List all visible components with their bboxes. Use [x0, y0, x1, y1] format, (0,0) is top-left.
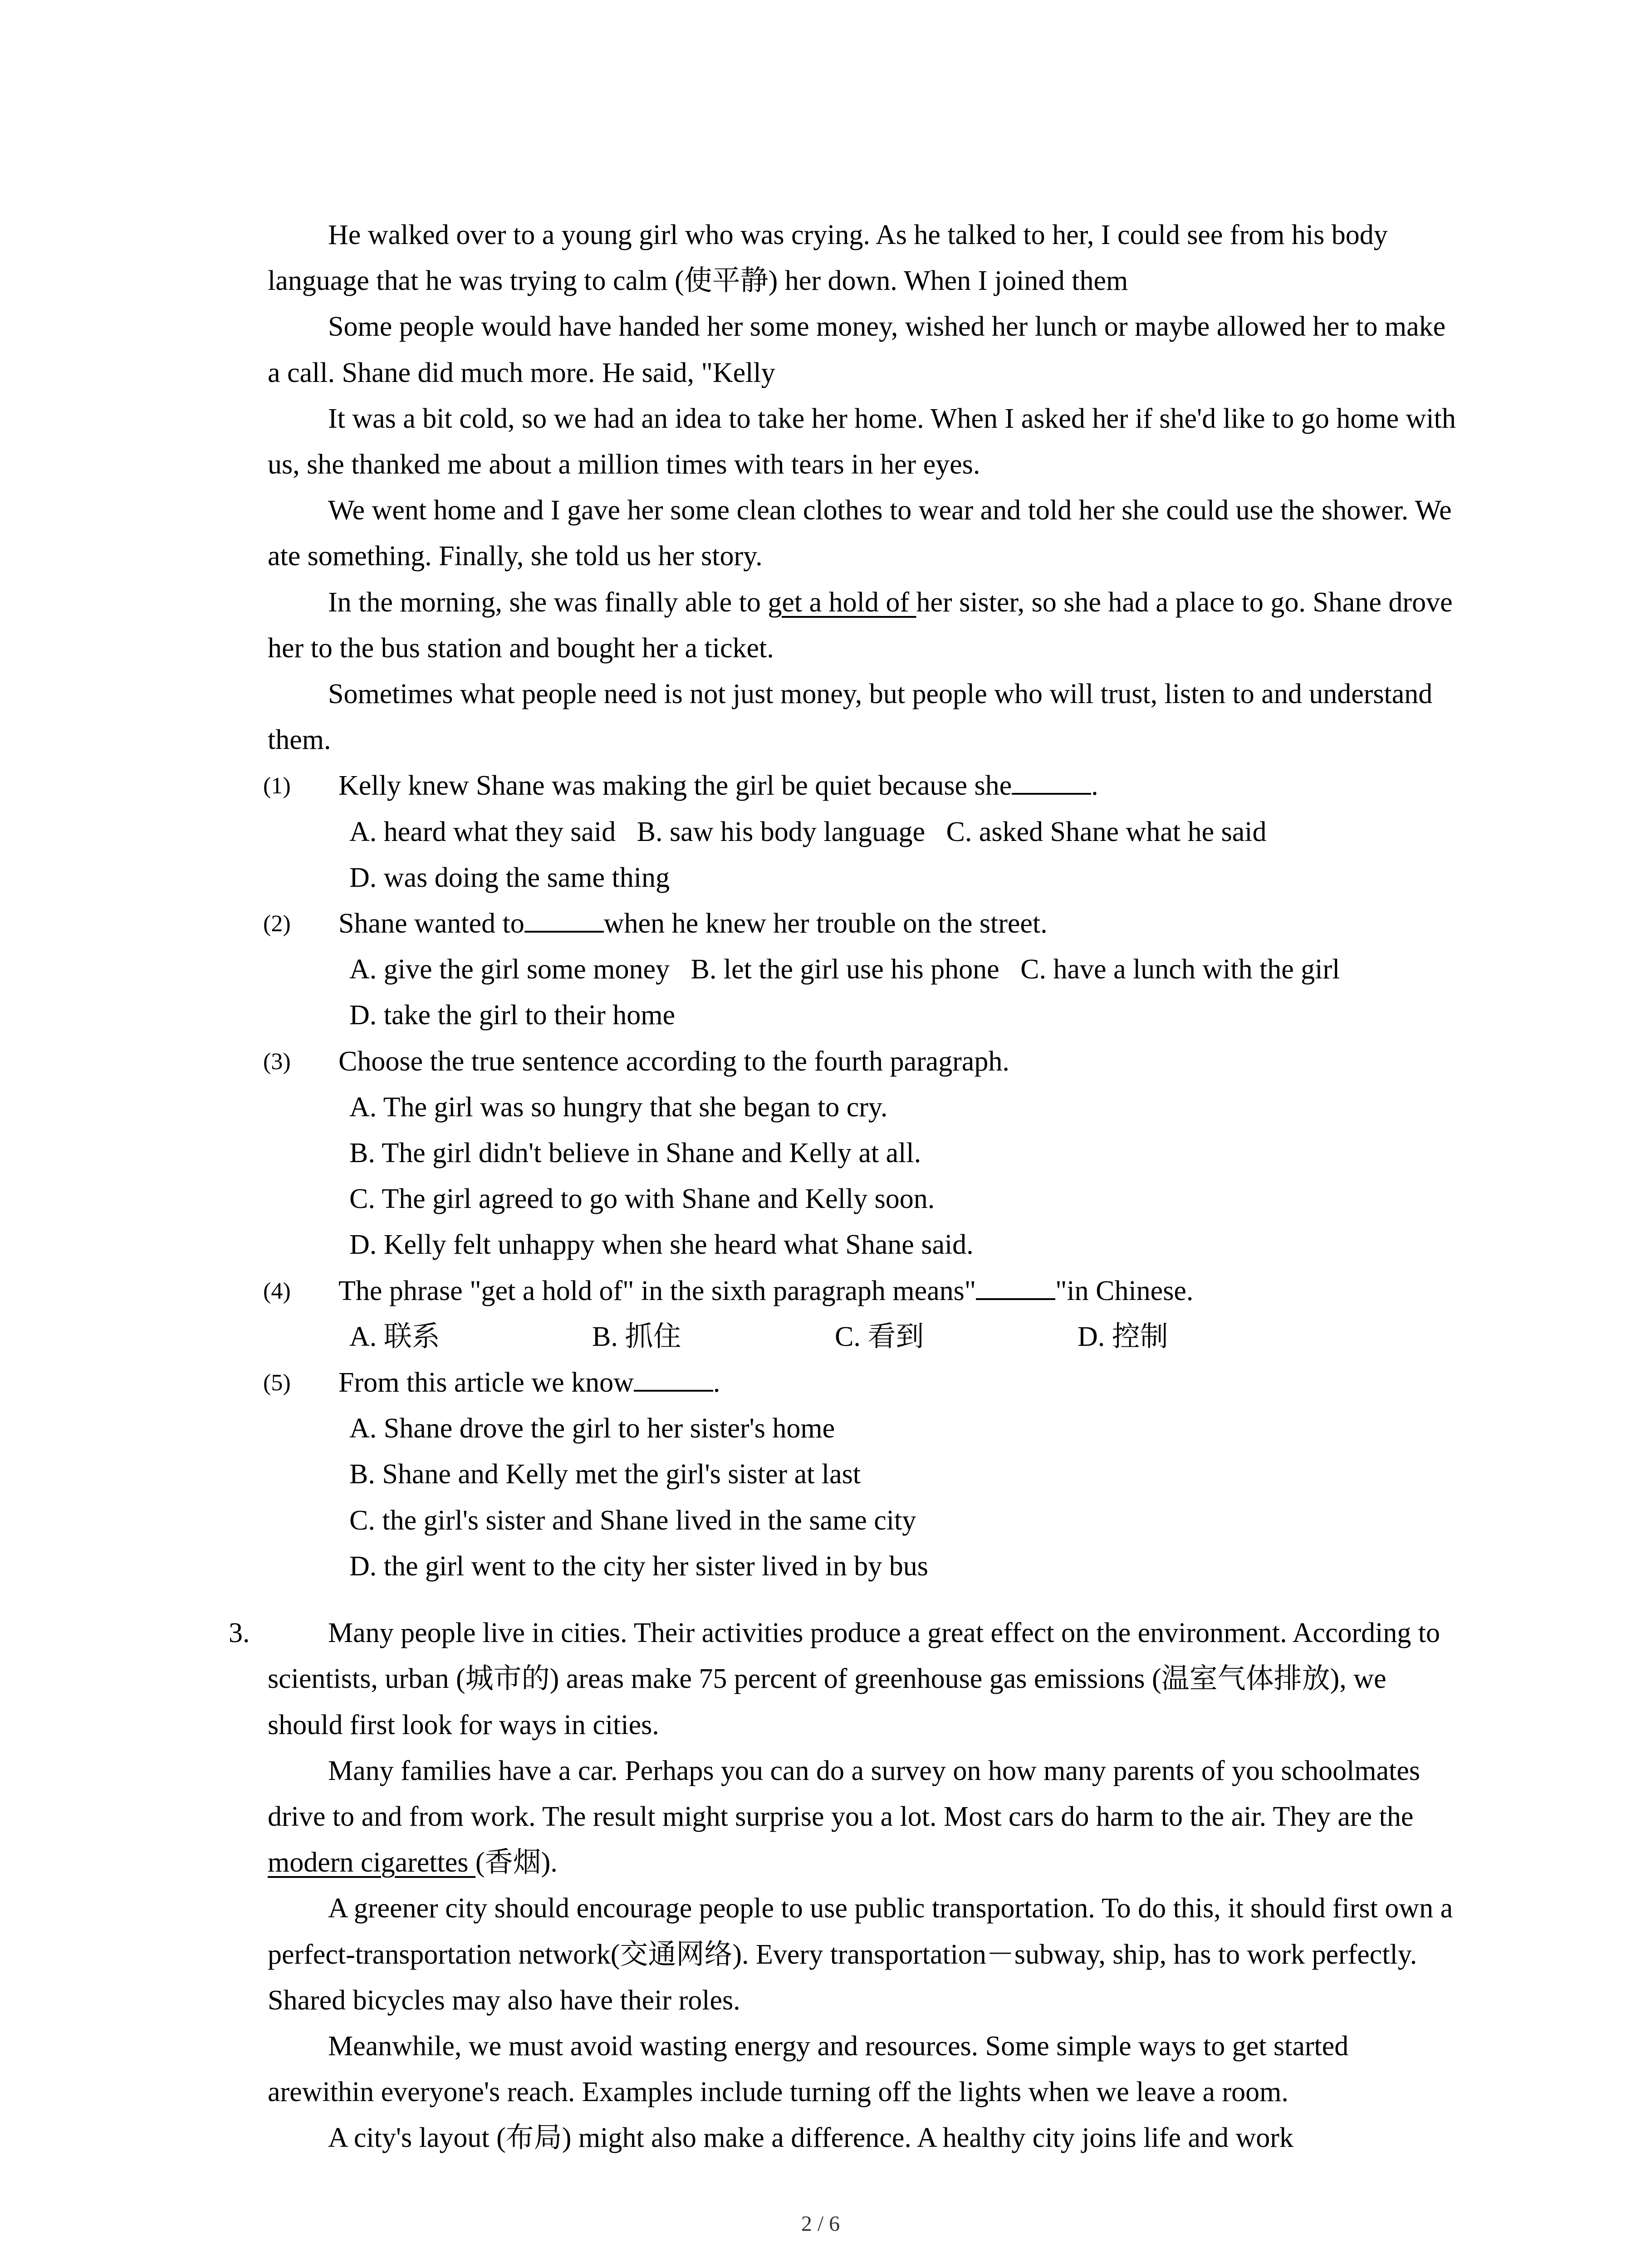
question-stem-end: when he knew her trouble on the street. — [603, 908, 1048, 939]
option-d: D. take the girl to their home — [349, 1000, 675, 1031]
answer-blank — [976, 1273, 1055, 1300]
passage3-paragraph-2 — [268, 1748, 1456, 1886]
option-b: B. The girl didn't believe in Shane and Kelly at all. — [349, 1138, 921, 1169]
option-d: D. the girl went to the city her sister lived in by bus — [349, 1550, 928, 1582]
question-4-options — [268, 1314, 1456, 1360]
question-stem-end: . — [713, 1367, 720, 1398]
p5-text-before: In the morning, she was finally able to — [328, 587, 768, 618]
question-stem: Shane wanted to — [338, 908, 524, 939]
question-4 — [263, 1268, 1456, 1314]
question-stem-end: "in Chinese. — [1055, 1275, 1194, 1306]
question-stem: Kelly knew Shane was making the girl be quiet because she — [338, 770, 1012, 802]
question-5 — [263, 1360, 1456, 1406]
option-b: B. Shane and Kelly met the girl's sister at last — [349, 1459, 861, 1490]
passage3-paragraph-4: Meanwhile, we must avoid wasting energy and resources. Some simple ways to get started arewithin everyone's reach. Examples include turning off the lights when we leave a room. — [268, 2030, 1349, 2108]
page-content — [229, 212, 1456, 2161]
question-2-options — [268, 947, 1456, 992]
question-stem: The phrase "get a hold of" in the sixth paragraph means" — [338, 1275, 976, 1306]
p2-text-before: Many families have a car. Perhaps you can do a survey on how many parents of you schoolmates drive to and from work. The result might surprise you a lot. Most cars do harm to the air. They are the — [268, 1755, 1421, 1832]
option-c: C. have a lunch with the girl — [1020, 954, 1340, 985]
passage3-paragraph-3: A greener city should encourage people to use public transportation. To do this, it should first own a perfect-transportation network(交通网络). Every transportation－subway, ship, has to work perfectly. Shared bicycles may also have their roles. — [268, 1893, 1453, 2016]
question-2 — [263, 901, 1456, 947]
question-number: (1) — [263, 773, 291, 799]
question-1-options — [268, 809, 1456, 855]
question-stem: From this article we know — [338, 1367, 634, 1398]
option-a: A. heard what they said — [349, 816, 616, 847]
option-a: A. 联系 — [349, 1321, 440, 1352]
question-1 — [263, 763, 1456, 809]
passage2-paragraph-2: Some people would have handed her some money, wished her lunch or maybe allowed her to make a call. Shane did much more. He said, "Kelly — [268, 311, 1446, 388]
option-c: C. The girl agreed to go with Shane and Kelly soon. — [349, 1183, 935, 1215]
option-c: C. the girl's sister and Shane lived in the same city — [349, 1505, 916, 1536]
option-d: D. Kelly felt unhappy when she heard what Shane said. — [349, 1229, 974, 1261]
p5-text-after: her sister, so she had a place to go. Shane drove her to the bus station and bought her a ticket. — [268, 587, 1453, 664]
passage2-paragraph-5 — [268, 580, 1456, 671]
passage-3 — [229, 1610, 1456, 2161]
passage2-paragraph-4: We went home and I gave her some clean clothes to wear and told her she could use the shower. We ate something. Finally, she told us her story. — [268, 495, 1452, 572]
option-a: A. The girl was so hungry that she began to cry. — [349, 1091, 888, 1123]
answer-blank — [1012, 767, 1091, 795]
passage-number: 3. — [229, 1618, 250, 1649]
option-a: A. give the girl some money — [349, 954, 670, 985]
question-stem-end: . — [1091, 770, 1098, 802]
passage2-paragraph-3: It was a bit cold, so we had an idea to take her home. When I asked her if she'd like to go home with us, she thanked me about a million times with tears in her eyes. — [268, 403, 1456, 480]
page-number: 2 / 6 — [801, 2212, 840, 2236]
option-c: C. asked Shane what he said — [946, 816, 1267, 847]
option-b: B. saw his body language — [637, 816, 926, 847]
passage2-paragraph-6: Sometimes what people need is not just money, but people who will trust, listen to and understand them. — [268, 679, 1433, 756]
option-c: C. 看到 — [835, 1321, 924, 1352]
question-stem: Choose the true sentence according to the fourth paragraph. — [338, 1046, 1009, 1077]
passage3-paragraph-1: Many people live in cities. Their activities produce a great effect on the environment. According to scientists, urban (城市的) areas make 75 percent of greenhouse gas emissions (温室气体排放), we should first look for ways in cities. — [268, 1618, 1440, 1740]
option-d: D. was doing the same thing — [349, 862, 670, 893]
question-number: (3) — [263, 1048, 291, 1075]
option-b: B. let the girl use his phone — [691, 954, 999, 985]
answer-blank — [634, 1364, 713, 1392]
option-b: B. 抓住 — [592, 1321, 681, 1352]
p2-text-after: (香烟). — [475, 1847, 558, 1878]
question-3 — [263, 1039, 1456, 1085]
answer-blank — [524, 905, 604, 933]
option-d: D. 控制 — [1078, 1321, 1168, 1352]
question-number: (5) — [263, 1370, 291, 1396]
option-a: A. Shane drove the girl to her sister's home — [349, 1413, 835, 1444]
passage3-paragraph-5: A city's layout (布局) might also make a difference. A healthy city joins life and work — [328, 2122, 1293, 2154]
underlined-phrase: modern cigarettes — [268, 1847, 475, 1878]
question-number: (4) — [263, 1278, 291, 1304]
question-number: (2) — [263, 911, 291, 937]
underlined-phrase: get a hold of — [768, 587, 916, 618]
passage2-paragraph-1: He walked over to a young girl who was crying. As he talked to her, I could see from his body language that he was trying to calm (使平静) her down. When I joined them — [268, 220, 1388, 297]
